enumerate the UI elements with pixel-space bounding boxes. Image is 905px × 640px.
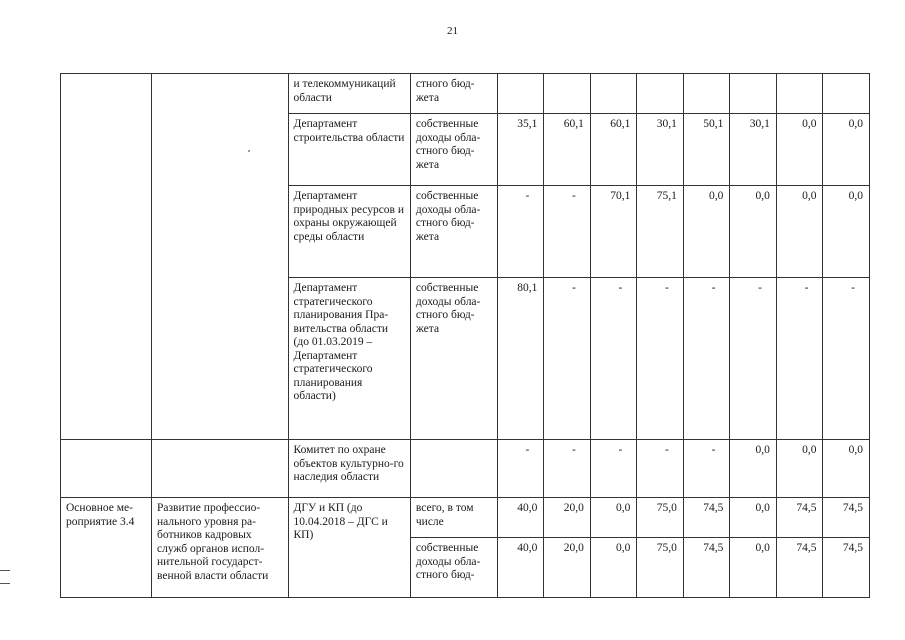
cell-executor: Департамент стратегического планирования Пра-вительства области (до 01.03.2019 – Департамент стратегического планирования области) <box>288 278 410 440</box>
cell-value: 75,1 <box>637 186 684 278</box>
cell-source: собственные доходы обла-стного бюд-жета <box>410 186 497 278</box>
cell-value <box>730 74 777 114</box>
cell-value: - <box>544 186 591 278</box>
cell-value: - <box>590 278 637 440</box>
cell-value: 74,5 <box>776 498 823 538</box>
table-row <box>61 440 870 498</box>
cell-value: - <box>497 186 544 278</box>
cell-executor: и телекоммуникаций области <box>288 74 410 114</box>
cell-value: - <box>637 440 684 498</box>
cell-value: - <box>590 440 637 498</box>
cell-description: Развитие профессио-нального уровня ра-ботников кадровых служб органов испол-нительной государст-венной власти области <box>152 498 289 598</box>
cell-value: 0,0 <box>590 538 637 598</box>
cell-value: 80,1 <box>497 278 544 440</box>
cell-value: 60,1 <box>590 114 637 186</box>
cell-value: 40,0 <box>497 498 544 538</box>
cell-measure <box>61 74 152 114</box>
cell-value: 0,0 <box>776 186 823 278</box>
cell-executor: Комитет по охране объектов культурно-го наследия области <box>288 440 410 498</box>
table-row <box>61 186 870 278</box>
budget-table <box>60 73 870 598</box>
cell-value: - <box>823 278 870 440</box>
cell-description <box>152 114 289 186</box>
cell-value: 0,0 <box>683 186 730 278</box>
cell-value: - <box>776 278 823 440</box>
cell-value <box>683 74 730 114</box>
cell-value <box>544 74 591 114</box>
cell-value: 74,5 <box>776 538 823 598</box>
cell-source <box>410 440 497 498</box>
cell-value <box>497 74 544 114</box>
cell-value: 50,1 <box>683 114 730 186</box>
cell-value: 70,1 <box>590 186 637 278</box>
cell-source: собственные доходы обла-стного бюд-жета <box>410 114 497 186</box>
cell-value: 75,0 <box>637 538 684 598</box>
cell-value: 20,0 <box>544 498 591 538</box>
scan-speck <box>248 150 250 152</box>
cell-value: 75,0 <box>637 498 684 538</box>
cell-source: стного бюд-жета <box>410 74 497 114</box>
cell-measure <box>61 440 152 498</box>
cell-value: 40,0 <box>497 538 544 598</box>
cell-value: 0,0 <box>823 114 870 186</box>
cell-value: 30,1 <box>730 114 777 186</box>
cell-value: - <box>683 278 730 440</box>
cell-value: 0,0 <box>776 440 823 498</box>
cell-value: 20,0 <box>544 538 591 598</box>
cell-value: 0,0 <box>776 114 823 186</box>
cell-description <box>152 440 289 498</box>
cell-value: 0,0 <box>730 538 777 598</box>
table-row <box>61 114 870 186</box>
cell-value: 30,1 <box>637 114 684 186</box>
table-row <box>61 74 870 114</box>
cell-value: 0,0 <box>823 186 870 278</box>
cell-value: 0,0 <box>730 186 777 278</box>
cell-measure <box>61 186 152 278</box>
cell-value: 0,0 <box>823 440 870 498</box>
cell-description <box>152 278 289 440</box>
cell-value: - <box>497 440 544 498</box>
cell-value <box>590 74 637 114</box>
cell-value <box>823 74 870 114</box>
cell-value: - <box>637 278 684 440</box>
cell-description <box>152 74 289 114</box>
cell-value: - <box>683 440 730 498</box>
cell-value: 74,5 <box>683 498 730 538</box>
cell-value: 35,1 <box>497 114 544 186</box>
cell-value: 0,0 <box>730 440 777 498</box>
page-number: 21 <box>447 25 458 37</box>
cell-value: 74,5 <box>683 538 730 598</box>
cell-executor: Департамент строительства области <box>288 114 410 186</box>
cell-measure <box>61 114 152 186</box>
cell-measure <box>61 278 152 440</box>
cell-value: 74,5 <box>823 538 870 598</box>
cell-value <box>637 74 684 114</box>
scan-edge-mark <box>0 583 10 584</box>
cell-value: 0,0 <box>730 498 777 538</box>
cell-value: - <box>544 440 591 498</box>
scan-edge-mark <box>0 570 10 571</box>
cell-source: всего, в том числе <box>410 498 497 538</box>
cell-source: собственные доходы обла-стного бюд-жета <box>410 278 497 440</box>
cell-value: 60,1 <box>544 114 591 186</box>
cell-value: - <box>544 278 591 440</box>
cell-measure: Основное ме-роприятие 3.4 <box>61 498 152 598</box>
cell-executor: ДГУ и КП (до 10.04.2018 – ДГС и КП) <box>288 498 410 598</box>
cell-value: 0,0 <box>590 498 637 538</box>
table-row <box>61 278 870 440</box>
cell-description <box>152 186 289 278</box>
cell-value: 74,5 <box>823 498 870 538</box>
table-row <box>61 498 870 538</box>
cell-source: собственные доходы обла-стного бюд- <box>410 538 497 598</box>
cell-value: - <box>730 278 777 440</box>
cell-value <box>776 74 823 114</box>
cell-executor: Департамент природных ресурсов и охраны окружающей среды области <box>288 186 410 278</box>
